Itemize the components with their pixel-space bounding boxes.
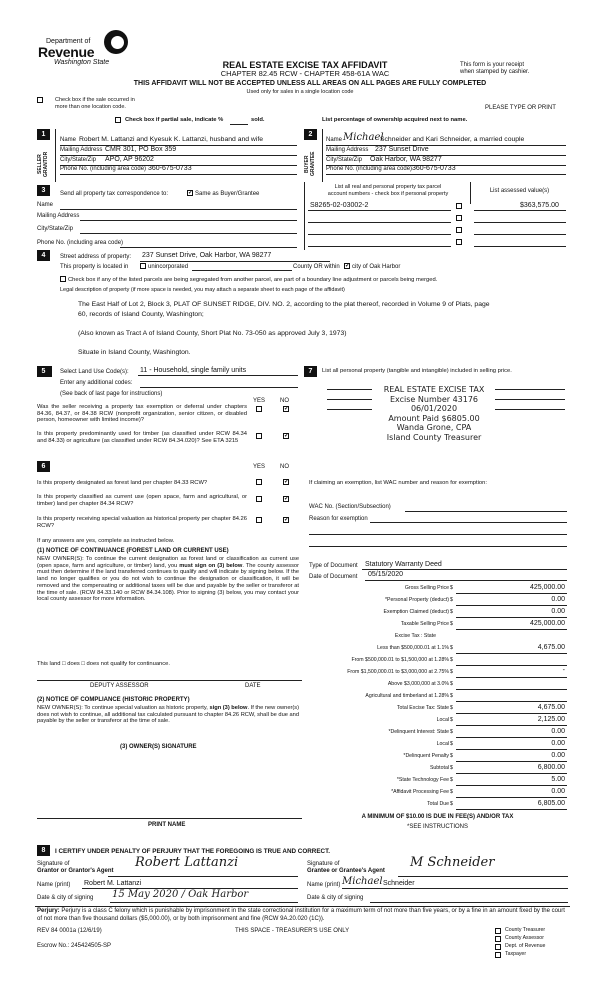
notice-1-title: (1) NOTICE OF CONTINUANCE (FOREST LAND OR CURRENT USE) [37,548,229,554]
tax-row-label: Total Excise Tax: State [396,705,449,711]
stamp-line-6: Island County Treasurer [386,432,482,442]
assessed-value[interactable]: $363,575.00 [520,202,559,209]
sec1-divider [55,129,56,182]
tax-row [308,667,570,679]
sec5-no-header: NO [280,398,289,404]
tax-row-value[interactable]: 2,125.00 [537,716,565,723]
county-or-within-label: County OR within [293,264,340,270]
perjury-statement [37,908,569,923]
seller-phone[interactable]: 360-675-0733 [148,165,192,172]
sec6-q1-no[interactable]: ✓ [284,479,290,485]
copy-taxpayer-checkbox[interactable] [495,952,501,958]
tax-row [308,799,570,811]
tax-row-label: Excise Tax : State [394,633,436,639]
buyer-city[interactable]: Oak Harbor, WA 98277 [370,156,442,163]
grantor-print-name[interactable]: Robert M. Lattanzi [84,880,142,887]
notice-1-text-c: . The county assessor must then determine if the land transferred continues to qualify and will indicate by signing below. If the land no longer qualifies or you do not wish to continue the designation or classification, it will be removed and the compensating or additional taxes will be due and payable by the seller or transferor at the time of sale. (RCW 84.33.140 or RCW 84.34.108). Prior to signing (3) below, you may contact your local county assessor for more information. [37,562,299,603]
sec6-question-2: Is this property classified as current use (open space, farm and agricultural, or timber) land per chapter 84.34 RCW? [37,494,247,507]
stamp-line-4: Amount Paid $6805.00 [388,413,480,423]
tax-row-value[interactable]: 6,805.00 [537,800,565,807]
tax-row-dollar: $ [450,597,453,603]
tax-row-dollar: $ [450,693,453,699]
copy-county-treasurer-checkbox[interactable] [495,928,501,934]
seller-name[interactable]: Robert M. Lattanzi and Kyesuk K. Lattanzi, husband and wife [79,136,264,143]
multi-location-label-2: more than one location code. [55,104,126,110]
receipt-note-2: when stamped by cashier. [460,69,530,75]
form-title: REAL ESTATE EXCISE TAX AFFIDAVIT [222,60,388,70]
send-correspondence-label: Send all property tax correspondence to: [60,191,169,197]
perjury-label: Perjury: [37,908,60,914]
tax-row [308,715,570,727]
tax-row-value[interactable]: 0.00 [551,596,565,603]
corr-address-line[interactable] [80,220,297,221]
tax-row-dollar: $ [450,753,453,759]
reason-line-1[interactable] [370,522,567,523]
tax-row-label: Subtotal [429,765,449,771]
grantee-print-name[interactable]: Schneider [383,880,415,887]
grantor-date-city[interactable]: 15 May 2020 / Oak Harbor [112,889,249,900]
copy-county-treasurer: County Treasurer [505,927,546,933]
notice-2-title: (2) NOTICE OF COMPLIANCE (HISTORIC PROPERTY) [37,697,190,703]
seller-phone-label: Phone No. (including area code) [60,166,147,172]
segregated-checkbox[interactable] [60,276,66,282]
form-warning: THIS AFFIDAVIT WILL NOT BE ACCEPTED UNLESS ALL AREAS ON ALL PAGES ARE FULLY COMPLETED [133,80,487,87]
tax-row-dollar: $ [450,609,453,615]
section-4-badge: 4 [37,250,50,261]
tax-row [308,655,570,667]
tax-row-value[interactable]: 6,800.00 [537,764,565,771]
section-3-badge: 3 [37,185,50,196]
tax-row-dollar: $ [450,789,453,795]
tax-row-dollar: $ [450,801,453,807]
doc-type-value[interactable]: Statutory Warranty Deed [365,561,442,568]
doc-date-value[interactable]: 05/15/2020 [368,571,404,578]
stamp-line-2: Excise Number 43176 [389,394,479,404]
sec5-question-1: Was the seller receiving a property tax exemption or deferral under chapters 84.36, 84.37, or 84.38 RCW (nonprofit organization, senior citizen, or disabled person, homeowner with limited income)? [37,404,247,424]
unincorporated-label: unincorporated [148,264,189,270]
parcel-3-personal-checkbox[interactable] [456,227,462,233]
section-8-badge: 8 [37,845,50,856]
tax-row-label: *State Technology Fee [396,777,449,783]
logo-line3: Washington State [54,59,110,66]
sec5-yes-header: YES [253,398,266,404]
parcel-header-1: List all real and personal property tax parcel [334,184,442,190]
logo-line1: Department of [46,38,91,45]
legal-desc-2[interactable]: 60, records of Island County, Washington; [78,311,204,318]
tax-row [308,787,570,799]
notice-2-text-a: NEW OWNER(S): To continue special valuation as historic property, [37,705,208,711]
parcel-header-2: account numbers - check box if personal property [327,191,449,197]
unincorporated-checkbox[interactable] [140,263,146,269]
treasurer-stamp [375,385,493,442]
seller-address-label: Mailing Address [60,147,103,153]
buyer-side-label: BUYER GRANTEE [304,151,316,177]
tax-row-value[interactable]: 0.00 [551,728,565,735]
sec6-q3-no[interactable]: ✓ [284,517,290,523]
corr-name-label: Name [37,202,54,208]
tax-row-dollar: $ [450,705,453,711]
dor-logo [38,30,138,70]
please-type-note: PLEASE TYPE OR PRINT [485,105,556,111]
tax-row [308,703,570,715]
tax-row-dollar: $ [450,645,453,651]
wac-label: WAC No. (Section/Subsection) [309,504,391,510]
seller-address[interactable]: CMR 301, PO Box 359 [105,146,177,153]
grantor-signature[interactable]: Robert Lattanzi [135,855,239,870]
notice-1-text-a: NEW OWNER(S): To continue the current designation as forest land or classification as current use (open space, farm and agriculture, or timber) land, you [37,556,299,569]
tax-row-value[interactable]: 0.00 [551,740,565,747]
escrow-number: Escrow No.: 245424505-SP [37,943,112,949]
buyer-phone-label: Phone No. (including area code) [326,166,413,172]
exemption-label: If claiming an exemption, list WAC number and reason for exemption: [309,480,487,486]
print-name-label: PRINT NAME [148,822,186,828]
same-as-buyer-checkbox[interactable]: ✓ [188,190,194,196]
notice-2-text [37,705,299,725]
owner-signature-line[interactable] [37,818,302,819]
parcel-1-personal-checkbox[interactable] [456,203,462,209]
doc-date-label: Date of Document [309,574,358,580]
notice-2-text-bold: sign (3) below [209,705,248,711]
tax-row-value[interactable]: 0.00 [551,608,565,615]
section-1-badge: 1 [37,129,50,140]
grantee-signature-line[interactable] [398,876,568,877]
tax-row [308,727,570,739]
city-checkbox[interactable]: ✓ [345,263,351,269]
deputy-date-label: DATE [245,683,261,689]
parcel-4-personal-checkbox[interactable] [456,239,462,245]
tax-row-value[interactable]: 425,000.00 [529,584,565,591]
copy-dept-revenue: Dept. of Revenue [505,943,546,949]
grantee-signature[interactable]: M Schneider [410,855,495,870]
grantee-sig-label-1: Signature of [307,861,340,867]
certify-statement: I CERTIFY UNDER PENALTY OF PERJURY THAT THE FOREGOING IS TRUE AND CORRECT. [55,848,330,855]
tax-row-label: *Personal Property (deduct) [384,597,449,603]
buyer-name-handwritten[interactable]: Michael [343,132,384,143]
receipt-note-1: This form is your receipt [460,62,525,68]
grantor-sig-label-1: Signature of [37,861,70,867]
tax-row-label: Local [436,741,449,747]
tax-row [308,595,570,607]
tax-row-value[interactable]: 4,675.00 [537,704,565,711]
form-revision: REV 84 0001a (12/6/19) [37,928,102,934]
seller-city-label: City/State/Zip [60,157,97,163]
sec2-divider [322,129,323,182]
tax-row-dollar: $ [450,681,453,687]
tax-row-label: *Affidavit Processing Fee [391,789,449,795]
ownership-pct-note: List percentage of ownership acquired next to name. [322,117,468,123]
copy-dept-revenue-checkbox[interactable] [495,944,501,950]
reason-line-2[interactable] [309,534,567,535]
tax-row-dollar: $ [450,717,453,723]
tax-row-dollar: $ [450,621,453,627]
sec6-question-1: Is this property designated as forest land per chapter 84.33 RCW? [37,480,208,486]
grantor-name-label: Name (print) [37,882,71,888]
seller-name-label: Name [60,137,77,143]
tax-row [308,643,570,655]
buyer-name-label: Name [326,137,343,143]
corr-city-line[interactable] [80,233,297,234]
tax-row [308,631,570,643]
assessed-header: List assessed value(s) [489,188,550,194]
doc-type-label: Type of Document [309,563,358,569]
same-as-buyer-label: Same as Buyer/Grantee [195,191,260,197]
section-6-badge: 6 [37,461,50,472]
legal-desc-3[interactable]: (Also known as Tract A of Island County, Short Plat No. 73-050 as approved July 3, 1973) [78,330,347,337]
tax-row [308,739,570,751]
legal-desc-4[interactable]: Situate in Island County, Washington. [78,349,191,356]
see-back-note: (See back of last page for instructions) [60,391,163,397]
sec5-q1-yes[interactable] [256,406,262,412]
owner-signature-label: (3) OWNER(S) SIGNATURE [120,744,197,750]
tax-row-dollar: $ [450,741,453,747]
stamp-line-5: Wanda Grone, CPA [396,423,472,432]
wac-line[interactable] [405,511,567,512]
copy-county-assessor-checkbox[interactable] [495,936,501,942]
sec5-q2-no[interactable]: ✓ [284,433,290,439]
stamp-line-1: REAL ESTATE EXCISE TAX [383,385,485,394]
form-chapter: CHAPTER 82.45 RCW - CHAPTER 458-61A WAC [220,69,390,78]
stamp-line-3: 06/01/2020 [410,404,458,413]
corr-address-label: Mailing Address [37,213,80,219]
buyer-phone[interactable]: 360-675-0733 [412,165,456,172]
tax-row [308,775,570,787]
city-of-label: city of Oak Harbor [352,264,401,270]
corr-phone-label: Phone No. (including area code) [37,240,124,246]
tax-row-label: From $1,500,000.01 to $3,000,000 at 2.75% [347,669,449,675]
tax-row [308,751,570,763]
single-location-note: Used only for sales in a single location code [246,89,354,95]
grantee-name-handwritten[interactable]: Michael [342,876,383,887]
treasurer-use-only: THIS SPACE - TREASURER'S USE ONLY [235,928,350,934]
parcel-number[interactable]: S8265-02-03002-2 [310,202,369,209]
tax-row-dollar: $ [450,777,453,783]
seller-city[interactable]: APO, AP 96202 [105,156,154,163]
street-address[interactable]: 237 Sunset Drive, Oak Harbor, WA 98277 [142,252,272,259]
additional-codes-line[interactable] [140,387,298,388]
sec6-no-header: NO [280,464,289,470]
tax-row-dollar: $ [450,729,453,735]
grantor-signature-line[interactable] [108,876,298,877]
tax-row-value[interactable]: 5.00 [551,776,565,783]
legal-desc-label: Legal description of property (if more space is needed, you may attach a separate sheet to each page of the affidavit) [60,287,345,293]
sec6-q1-yes[interactable] [256,479,262,485]
tax-row-label: Local [436,717,449,723]
land-use-label: Select Land Use Code(s): [60,369,129,375]
tax-row [308,763,570,775]
grantee-sig-label-2: Grantee or Grantee's Agent [307,868,385,874]
sec6-q3-yes[interactable] [256,517,262,523]
tax-row-label: From $500,000.01 to $1,500,000 at 1.28% [351,657,449,663]
corr-phone-line[interactable] [120,247,297,248]
multi-location-checkbox[interactable] [37,97,43,103]
grantee-name-label: Name (print) [307,882,341,888]
tax-row-label: *Delinquent Penalty [403,753,449,759]
sec6-yes-header: YES [253,464,266,470]
partial-sale-checkbox[interactable] [115,117,121,123]
tax-row-label: Taxable Selling Price [400,621,449,627]
tax-row-label: Less than $500,000.01 at 1.1% [377,645,449,651]
tax-row [308,679,570,691]
copy-county-assessor: County Assessor [505,935,544,941]
logo-line2: Revenue [38,44,95,60]
grantor-date-label: Date & city of signing [37,895,94,901]
legal-desc-1[interactable]: The East Half of Lot 2, Block 3, PLAT OF SUNSET RIDGE, DIV. NO. 2, according to the plat thereof, recorded in Volume 9 of Plats, page [78,301,490,308]
sec6-question-3: Is this property receiving special valuation as historical property per chapter 84.26 RCW? [37,516,247,529]
tax-row [308,619,570,631]
additional-codes-label: Enter any additional codes: [60,380,133,386]
buyer-address[interactable]: 237 Sunset Drive [375,146,429,153]
tax-row-label: Agricultural and timberland at 1.28% [365,693,449,699]
section-2-badge: 2 [304,129,317,140]
tax-row-value[interactable]: 425,000.00 [529,620,565,627]
located-in-label: This property is located in [60,264,129,270]
reason-label: Reason for exemption [309,516,368,522]
reason-line-3[interactable] [309,546,567,547]
sec6-q2-no[interactable]: ✓ [284,496,290,502]
sec6-q2-yes[interactable] [256,496,262,502]
seller-side-label: SELLER GRANTOR [37,151,49,177]
tax-row-dollar: $ [450,585,453,591]
see-instructions-note: *SEE INSTRUCTIONS [406,824,468,830]
grantor-sig-label-2: Grantor or Grantor's Agent [37,868,114,874]
notice-1-text [37,556,299,603]
minimum-due-note: A MINIMUM OF $10.00 IS DUE IN FEE(S) AND/OR TAX [361,814,514,820]
buyer-name[interactable]: Schneider and Kari Schneider, a married couple [380,136,525,143]
tax-row-value[interactable]: 0.00 [551,788,565,795]
tax-row-label: Total Due [427,801,449,807]
sec5-question-2: Is this property predominantly used for timber (as classified under RCW 84.34 and 84.33) or agriculture (as classified under RCW 84.34.020)? See ETA 3215 [37,431,247,444]
notice-1-text-bold: must sign on (3) below [179,562,243,569]
notice-2-text-c: . If the new owner(s) does not wish to continue, all additional tax calculated pursuant to chapter 84.26 RCW, shall be due and payable by the seller or transferor at the time of sale. [37,705,300,725]
tax-row [308,583,570,595]
tax-row-value[interactable]: 0.00 [551,752,565,759]
tax-row-label: Gross Selling Price [404,585,449,591]
section-7-badge: 7 [304,366,317,377]
tax-row-label: *Delinquent Interest: State [388,729,449,735]
land-use-value[interactable]: 11 - Household, single family units [140,367,247,374]
segregated-label: Check box if any of the listed parcels are being segregated from another parcel, are part of a boundary line adjustment or parcels being merged. [68,277,438,283]
parcel-2-personal-checkbox[interactable] [456,215,462,221]
sec5-q1-no[interactable]: ✓ [284,406,290,412]
street-address-label: Street address of property: [60,254,132,260]
tax-row-label: Above $3,000,000 at 3.0% [387,681,449,687]
qualify-continuance: This land □ does □ does not qualify for continuance. [37,661,171,667]
section-5-badge: 5 [37,366,50,377]
logo-swirl-inner-icon [111,36,124,49]
tax-row [308,607,570,619]
deputy-assessor-label: DEPUTY ASSESSOR [90,683,149,689]
grantee-date-label: Date & city of signing [307,895,364,901]
grantee-date-line[interactable] [370,902,568,903]
tax-row-dollar: $ [450,669,453,675]
multi-location-label: Check box if the sale occurred in [55,97,135,103]
tax-row-dollar: $ [450,765,453,771]
section-5-bar [50,366,52,377]
partial-sold-label: sold. [251,117,265,123]
partial-sale-label: Check box if partial sale, indicate % [125,117,224,123]
buyer-address-label: Mailing Address [326,147,369,153]
tax-row-value[interactable]: 4,675.00 [537,644,565,651]
perjury-text: Perjury is a class C felony which is punishable by imprisonment in the state correctional institution for a maximum term of not more than five years, or by a fine in an amount fixed by the court of not more than five thousand dollars ($5,000.00), or by both imprisonment and fine (RCW 9A.20.020 (1C)). [37,908,565,922]
tax-row [308,691,570,703]
partial-pct-line[interactable] [230,124,248,125]
corr-city-label: City/State/Zip [37,226,74,232]
tax-row-value[interactable]: - [562,667,565,674]
tax-row-dollar: $ [450,657,453,663]
corr-name-line[interactable] [60,209,297,210]
buyer-city-label: City/State/Zip [326,157,363,163]
sec6-if-yes: If any answers are yes, complete as instructed below. [37,538,175,544]
personal-property-label: List all personal property (tangible and intangible) included in selling price. [322,368,512,374]
copy-taxpayer: Taxpayer [505,951,527,957]
tax-row-label: Exemption Claimed (deduct) [383,609,449,615]
sec5-q2-yes[interactable] [256,433,262,439]
